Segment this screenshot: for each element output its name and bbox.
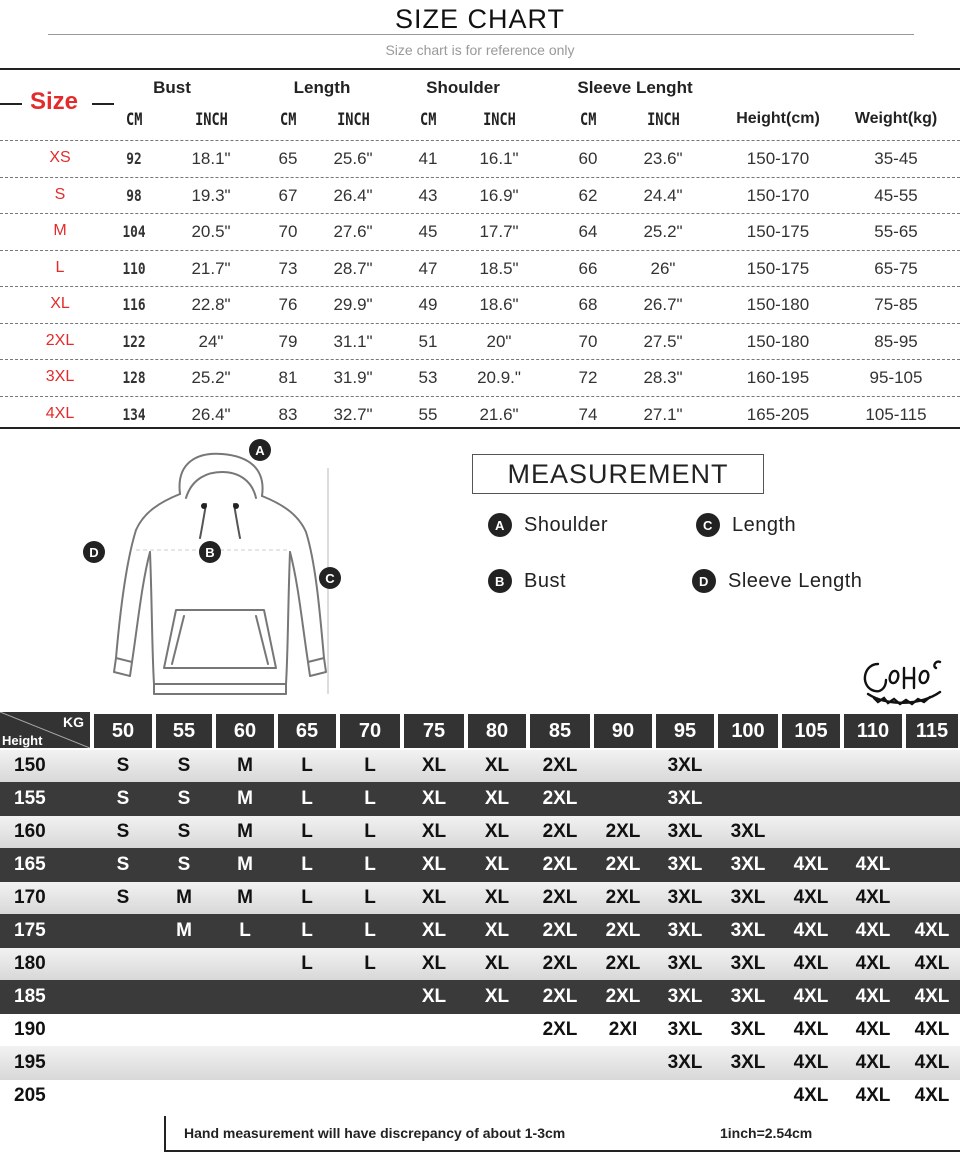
size-cell: M [237,821,253,842]
table-cell: 55 [418,404,438,424]
table-cell: 128 [122,368,146,387]
size-cell: XL [421,953,447,974]
size-cell: L [301,920,313,941]
legend-label: Sleeve Length [728,569,863,592]
size-cell: 4XL [914,920,950,941]
table-cell: 20.9." [477,368,521,387]
kg-height-corner [0,712,90,748]
height-cell: 160 [14,821,46,842]
size-cell: L [364,953,376,974]
table-cell: 64 [578,222,598,241]
table-cell: 20" [486,331,512,351]
table-row [0,782,960,816]
svg-text:D: D [89,545,99,560]
size-cell: 2XL [542,821,578,842]
size-cell: M [237,755,253,776]
size-cell: S [116,755,130,776]
height-cell: 180 [14,953,46,974]
size-cell: 3XL [667,1019,703,1040]
kg-label: KG [63,714,84,730]
table-row [0,213,960,250]
table-cell: 22.8" [191,295,231,314]
size-cell: 4XL [914,1085,950,1106]
table-cell: 41 [418,149,438,168]
table-cell: 75-85 [874,295,918,314]
weight-header-cell: 75 [404,714,464,748]
size-cell: 4XL [855,854,891,875]
table-cell: 24" [198,331,224,351]
unit-header: INCH [194,110,228,130]
height-cell: 170 [14,887,46,908]
table-cell: 79 [278,331,298,351]
size-cell: 4XL [793,920,829,941]
table-cell: 4XL [45,404,75,422]
size-cell: XL [421,887,447,908]
table-cell: 150-170 [746,185,810,205]
table-row [0,1014,960,1046]
table-cell: 18.6" [479,295,519,314]
height-cell: 175 [14,920,46,941]
height-cell: 165 [14,854,46,875]
table-cell: 23.6" [643,149,683,168]
discrepancy-note: Hand measurement will have discrepancy of about 1-3cm [184,1125,566,1141]
table-cell: 26.4" [191,404,231,424]
height-cell: 150 [14,755,46,776]
table-row [0,250,960,287]
size-cell: L [364,755,376,776]
weight-header-cell: 90 [594,714,652,748]
table-cell: 70 [578,331,598,351]
size-cell: 4XL [855,1019,891,1040]
size-cell: 2XI [608,1019,638,1040]
size-cell: 4XL [855,887,891,908]
table-cell: 76 [278,295,298,314]
table-cell: 2XL [45,331,75,349]
size-cell: 2XL [605,953,641,974]
legend-sleeve-length [692,569,862,593]
legend-label: Shoulder [524,513,609,536]
size-cell: XL [484,953,510,974]
table-cell: 26" [650,258,676,278]
size-cell: L [364,788,376,809]
size-cell: 4XL [793,1019,829,1040]
size-cell: XL [484,920,510,941]
size-cell: 3XL [730,920,766,941]
legend-bust [488,569,566,593]
table-row [0,396,960,433]
table-cell: 16.1" [479,149,519,168]
table-cell: 26.7" [643,295,683,314]
page-title: SIZE CHART [394,4,566,34]
size-cell: 4XL [914,1019,950,1040]
table-cell: 95-105 [869,368,923,387]
table-cell: 31.1" [333,331,373,351]
height-cell: 155 [14,788,46,809]
size-cell: L [364,887,376,908]
table-row [0,359,960,396]
table-cell: 122 [122,331,146,351]
size-cell: S [116,788,130,809]
size-cell: 4XL [793,1052,829,1073]
table-row [0,177,960,214]
table-cell: 19.3" [191,185,231,205]
table-cell: 74 [578,404,598,424]
table-row [0,1046,960,1080]
table-cell: 18.1" [191,149,231,168]
size-cell: S [177,854,191,875]
size-cell: 3XL [667,755,703,776]
size-cell: XL [421,920,447,941]
table-row [0,750,960,782]
table-cell: 65-75 [874,258,918,278]
group-header-bust: Bust [153,78,191,97]
size-cell: L [364,920,376,941]
title-divider [48,34,914,35]
table-row [0,140,960,177]
table-cell: 45 [418,222,438,241]
size-cell: L [364,821,376,842]
weight-header-cell: 85 [530,714,590,748]
size-cell: 4XL [855,953,891,974]
table-cell: 25.2" [643,222,683,241]
table-cell: 66 [578,258,598,278]
size-cell: 4XL [855,1085,891,1106]
size-cell: 3XL [730,953,766,974]
unit-header: CM [279,110,297,130]
size-cell: L [301,887,313,908]
table-cell: 17.7" [479,222,519,241]
size-label-dash-right [92,103,114,105]
size-cell: XL [484,986,510,1007]
size-cell: 2XL [605,854,641,875]
size-cell: 4XL [914,953,950,974]
table-cell: 150-170 [746,149,810,168]
size-cell: XL [484,887,510,908]
size-cell: 2XL [542,755,578,776]
weight-header-cell: 100 [718,714,778,748]
table-cell: 32.7" [333,404,373,424]
size-cell: S [116,821,130,842]
table-cell: 28.7" [333,258,373,278]
marker-b-icon [199,541,221,563]
brand-logo-icon [856,650,950,710]
size-cell: 2XL [605,920,641,941]
size-cell: L [364,854,376,875]
table-cell: 27.5" [643,331,683,351]
weight-header-cell: 70 [340,714,400,748]
size-cell: XL [421,821,447,842]
size-cell: 3XL [730,821,766,842]
table-row [0,816,960,848]
table-cell: 165-205 [746,404,810,424]
table-cell: 45-55 [874,185,918,205]
table-cell: S [54,185,66,203]
unit-header-row [0,110,960,136]
table-cell: 83 [278,404,298,424]
size-cell: M [237,788,253,809]
table-cell: 20.5" [191,222,231,241]
weight-header: Weight(kg) [854,110,938,127]
marker-badge-icon: C [696,513,720,537]
table-cell: 150-180 [746,331,810,351]
unit-header: CM [579,110,597,130]
marker-badge-icon: A [488,513,512,537]
table-row [0,948,960,980]
size-cell: 3XL [667,953,703,974]
size-cell: 4XL [914,1052,950,1073]
marker-a-icon [249,439,271,461]
size-cell: L [301,821,313,842]
weight-header-cell: 65 [278,714,336,748]
footer-note-box [164,1116,960,1152]
group-header-sleeve: Sleeve Lenght [577,78,693,97]
size-cell: S [177,821,191,842]
table-cell: 28.3" [643,368,683,387]
size-cell: XL [421,788,447,809]
size-cell: 3XL [667,854,703,875]
table-cell: 26.4" [333,185,373,205]
table-cell: 25.6" [333,149,373,168]
table-cell: 16.9" [479,185,519,205]
size-cell: L [301,854,313,875]
table-row [0,914,960,948]
table-cell: 21.6" [479,404,519,424]
table-row [0,1080,960,1112]
table-cell: 92 [126,149,142,168]
table-cell: 67 [278,185,298,205]
table-cell: 53 [418,368,438,387]
size-cell: S [177,755,191,776]
size-cell: XL [421,986,447,1007]
weight-header-cell: 95 [656,714,714,748]
table-cell: 160-195 [746,368,810,387]
size-cell: 4XL [793,1085,829,1106]
size-cell: M [176,920,192,941]
page-subtitle: Size chart is for reference only [385,42,575,58]
size-cell: 3XL [730,854,766,875]
size-label: Size [30,88,79,115]
unit-header: CM [419,110,437,130]
size-cell: 3XL [667,920,703,941]
table-cell: 150-175 [746,222,810,241]
table-cell: 47 [418,258,438,278]
unit-header: INCH [336,110,370,130]
size-cell: 4XL [793,854,829,875]
legend-label: Length [732,513,797,536]
size-cell: S [177,788,191,809]
size-cell: XL [484,821,510,842]
table-cell: 81 [278,368,298,387]
weight-header-cell: 55 [156,714,212,748]
size-label-dash-left [0,103,22,105]
size-cell: 3XL [667,986,703,1007]
unit-header: INCH [482,110,516,130]
marker-c-icon [319,567,341,589]
height-header: Height(cm) [736,110,820,127]
table-cell: 27.6" [333,222,373,241]
size-cell: M [237,887,253,908]
table-cell: 68 [578,295,598,314]
table-row [0,980,960,1014]
table-cell: 65 [278,149,298,168]
table-cell: 70 [278,222,298,241]
table-row [0,882,960,914]
svg-text:C: C [325,571,335,586]
legend-shoulder [488,513,608,537]
size-cell: 2XL [605,887,641,908]
table-row [0,848,960,882]
size-cell: XL [484,788,510,809]
table-cell: 21.7" [191,258,231,278]
group-header-length: Length [293,78,351,97]
size-cell: 4XL [793,953,829,974]
table-cell: 60 [578,149,598,168]
weight-height-chart [0,712,960,1112]
size-cell: 2XL [542,854,578,875]
size-cell: 3XL [667,821,703,842]
table-cell: 73 [278,258,298,278]
table-cell: 18.5" [479,258,519,278]
size-cell: XL [484,755,510,776]
size-cell: 2XL [542,1019,578,1040]
size-cell: L [301,953,313,974]
legend-label: Bust [524,569,567,592]
table-cell: 110 [122,258,146,278]
unit-header: INCH [646,110,680,130]
size-cell: 3XL [667,887,703,908]
size-cell: 4XL [793,887,829,908]
table-row [0,323,960,360]
weight-header-cell: 60 [216,714,274,748]
size-cell: 4XL [855,920,891,941]
size-cell: L [301,755,313,776]
size-cell: L [301,788,313,809]
weight-header-cell: 115 [906,714,958,748]
table-cell: 3XL [45,368,75,385]
table-cell: M [53,222,67,239]
table-cell: 150-180 [746,295,810,314]
table-cell: 35-45 [874,149,918,168]
size-cell: XL [484,854,510,875]
table-cell: 51 [418,331,438,351]
table-cell: 85-95 [874,331,918,351]
marker-badge-icon: B [488,569,512,593]
size-cell: 4XL [793,986,829,1007]
size-cell: 2XL [605,986,641,1007]
size-cell: XL [421,755,447,776]
table-cell: 116 [122,295,146,314]
marker-d-icon [83,541,105,563]
size-cell: 4XL [914,986,950,1007]
height-label: Height [2,733,43,748]
table-cell: 24.4" [643,185,683,205]
size-cell: 3XL [667,788,703,809]
height-cell: 195 [14,1052,46,1073]
inch-conversion: 1inch=2.54cm [720,1125,813,1141]
table-cell: 43 [418,185,438,205]
weight-header-cell: 50 [94,714,152,748]
table-cell: 62 [578,185,598,205]
size-cell: 2XL [542,986,578,1007]
size-cell: 2XL [542,953,578,974]
table-cell: 150-175 [746,258,810,278]
height-cell: 205 [14,1085,46,1106]
size-cell: 3XL [730,887,766,908]
table-cell: 98 [126,185,142,205]
table-cell: 55-65 [874,222,918,241]
size-cell: 2XL [542,920,578,941]
weight-header-cell: 105 [782,714,840,748]
marker-badge-icon: D [692,569,716,593]
size-cell: 3XL [730,1019,766,1040]
size-cell: L [239,920,251,941]
size-cell: M [176,887,192,908]
table-cell: 72 [578,368,598,387]
measurement-title: MEASUREMENT [472,454,764,494]
size-cell: 2XL [542,887,578,908]
weight-header-cell: 80 [468,714,526,748]
height-cell: 185 [14,986,46,1007]
table-cell: 105-115 [865,404,927,424]
hoodie-diagram-icon [80,432,360,700]
size-cell: S [116,854,130,875]
table-row [0,286,960,323]
svg-text:A: A [255,443,265,458]
height-cell: 190 [14,1019,46,1040]
size-cell: 3XL [730,986,766,1007]
table-cell: 134 [122,404,146,424]
weight-header-cell: 110 [844,714,902,748]
table-cell: 49 [418,295,438,314]
size-cell: XL [421,854,447,875]
group-header-row [0,78,960,102]
size-cell: 4XL [855,1052,891,1073]
table-cell: XS [49,149,71,166]
size-cell: 3XL [667,1052,703,1073]
svg-text:B: B [205,545,215,560]
unit-header: CM [125,110,143,130]
size-table [0,68,960,429]
size-cell: 2XL [605,821,641,842]
group-header-shoulder: Shoulder [426,78,500,97]
size-cell: 4XL [855,986,891,1007]
size-cell: S [116,887,130,908]
measurement-section [0,432,960,710]
table-cell: XL [50,295,70,312]
table-cell: L [55,258,65,276]
legend-length [696,513,796,537]
table-cell: 29.9" [333,295,373,314]
size-cell: 2XL [542,788,578,809]
size-cell: 3XL [730,1052,766,1073]
table-cell: 31.9" [333,368,373,387]
table-cell: 104 [122,222,146,241]
size-cell: M [237,854,253,875]
table-cell: 27.1" [643,404,683,424]
table-cell: 25.2" [191,368,231,387]
